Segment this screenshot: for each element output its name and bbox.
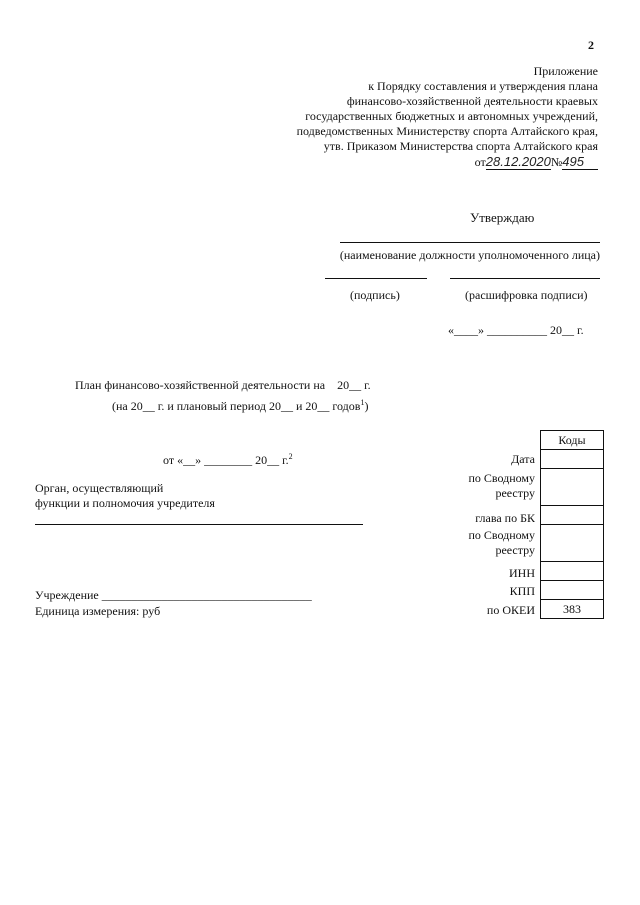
code-cell-inn[interactable] [541, 562, 604, 581]
appendix-line: государственных бюджетных и автономных учреждений, [305, 109, 598, 123]
footnote-2: 2 [288, 452, 293, 461]
position-line [340, 242, 600, 243]
code-cell-glava[interactable] [541, 506, 604, 525]
decoding-caption: (расшифровка подписи) [465, 288, 588, 302]
code-cell-kpp[interactable] [541, 581, 604, 600]
appendix-title: Приложение [533, 64, 598, 78]
organ-label: Орган, осуществляющий функции и полномочия учредителя [35, 481, 215, 510]
signature-line [325, 278, 427, 279]
code-label-inn: ИНН [509, 566, 535, 580]
footnote-1: 1 [360, 398, 365, 407]
page-number: 2 [588, 38, 594, 52]
date-prefix: от [474, 155, 486, 169]
code-cell-okei[interactable]: 383 [541, 600, 604, 619]
plan-subtitle: (на 20__ г. и плановый период 20__ и 20__ годов$^1$) [112, 398, 369, 413]
order-date-handwritten: 28.12.2020 [485, 154, 551, 169]
unit-label: Единица измерения: руб [35, 604, 161, 618]
order-number-handwritten: 495 [562, 154, 598, 170]
appendix-block [238, 64, 598, 170]
code-label-svod2: по Сводному реестру [468, 528, 535, 557]
appendix-line: подведомственных Министерству спорта Алтайского края, [296, 124, 598, 138]
appendix-line: к Порядку составления и утверждения плана [368, 79, 598, 93]
institution-field: Учреждение ___________________________________ [35, 588, 312, 602]
plan-date-line: от «__» ________ 20__ г.$^2$ [163, 452, 293, 467]
decoding-line [450, 278, 600, 279]
number-sign: № [550, 155, 563, 169]
appendix-line: утв. Приказом Министерства спорта Алтайского края [323, 139, 598, 153]
signature-caption: (подпись) [350, 288, 400, 302]
codes-header: Коды [541, 431, 604, 450]
organ-line [35, 524, 363, 525]
code-label-kpp: КПП [509, 584, 535, 598]
code-label-date: Дата [511, 452, 535, 466]
code-label-svod1: по Сводному реестру [468, 471, 535, 500]
approve-label: Утверждаю [470, 210, 535, 225]
code-cell-svod2[interactable] [541, 525, 604, 562]
code-label-okei: по ОКЕИ [486, 603, 535, 617]
order-date-line [238, 154, 598, 170]
approve-date-line: «____» __________ 20__ г. [448, 323, 584, 337]
code-cell-date[interactable] [541, 450, 604, 469]
code-cell-svod1[interactable] [541, 469, 604, 506]
appendix-line: финансово-хозяйственной деятельности краевых [346, 94, 598, 108]
code-label-glava: глава по БК [475, 511, 535, 525]
position-caption: (наименование должности уполномоченного лица) [339, 248, 600, 262]
codes-table [540, 430, 604, 619]
plan-title: План финансово-хозяйственной деятельности на 20__ г. [75, 378, 371, 392]
